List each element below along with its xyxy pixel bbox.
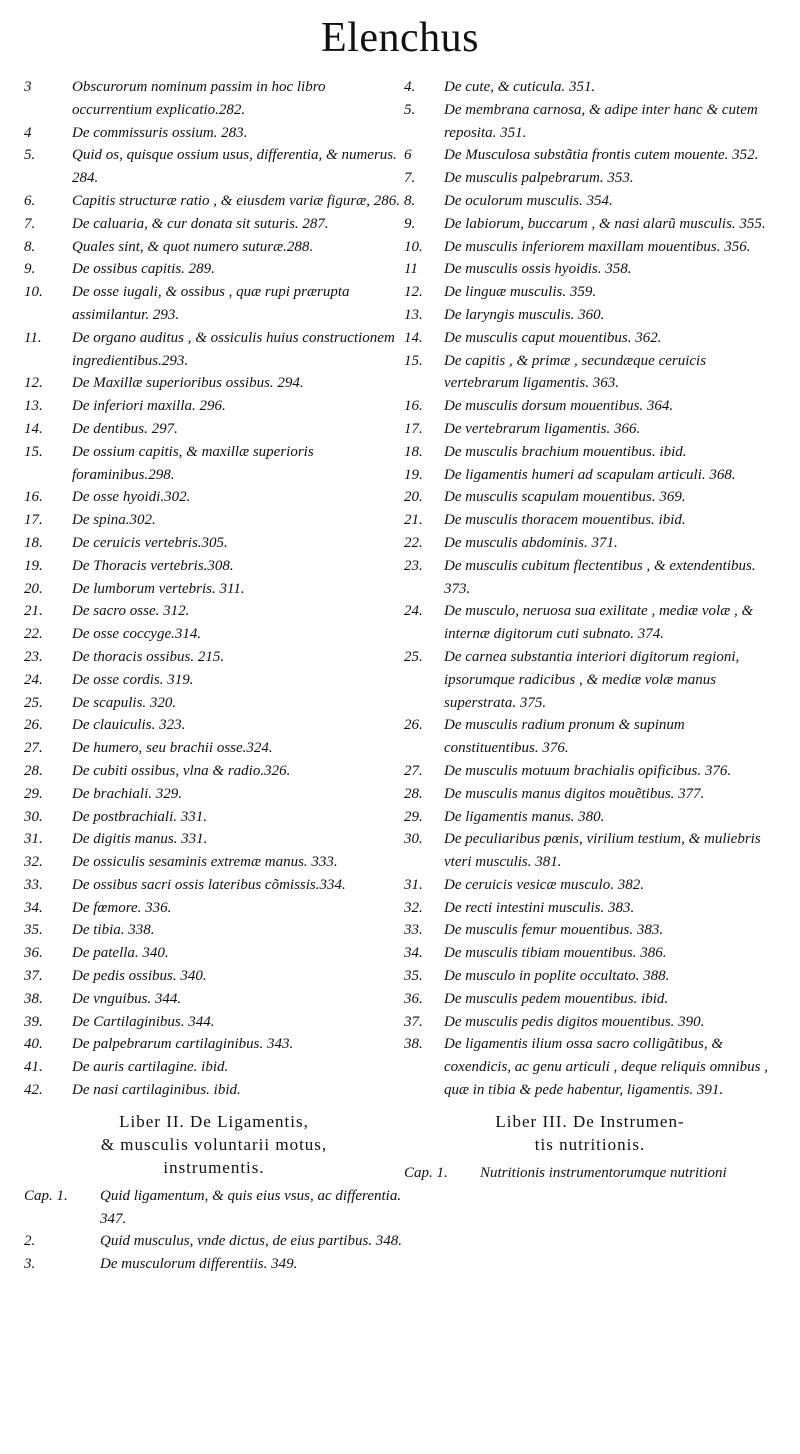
entry-text: De musculis inferiorem maxillam mouentibus. 356. (444, 238, 751, 255)
entry-number: 15. (24, 443, 43, 460)
index-entry (404, 76, 776, 99)
index-entry (404, 897, 776, 920)
book-heading-line: instrumentis. (163, 1157, 265, 1177)
entry-number: Cap. 1. (24, 1187, 68, 1204)
index-entry (24, 1033, 404, 1056)
entry-text: De sacro osse. 312. (72, 603, 190, 620)
index-entry (24, 395, 404, 418)
entry-number: 36. (404, 990, 423, 1007)
index-entry (24, 144, 404, 190)
entry-text: De musculis palpebrarum. 353. (444, 170, 634, 187)
entry-number: 26. (24, 717, 43, 734)
entry-number: 27. (24, 740, 43, 757)
entry-number: 7. (24, 215, 36, 232)
entry-text: De auris cartilagine. ibid. (72, 1059, 229, 1076)
entry-text: De oculorum musculis. 354. (444, 192, 613, 209)
entry-text: De musculis cubitum flectentibus , & extendentibus. 373. (444, 557, 756, 597)
entry-text: De linguæ musculis. 359. (444, 284, 597, 301)
book-heading-line: & musculis voluntarii motus, (100, 1134, 328, 1154)
entry-text: De labiorum, buccarum , & nasi alarũ musculis. 355. (444, 215, 766, 232)
entry-text: Quid ligamentum, & quis eius vsus, ac differentia. 347. (100, 1187, 402, 1227)
index-entry (24, 828, 404, 851)
index-entry (24, 1056, 404, 1079)
entry-text: De brachiali. 329. (72, 785, 182, 802)
entry-text: De digitis manus. 331. (72, 831, 208, 848)
entry-number: 22. (404, 534, 423, 551)
entry-number: 29. (404, 808, 423, 825)
entry-number: 35. (24, 922, 43, 939)
entry-text: Quales sint, & quot numero suturæ.288. (72, 238, 314, 255)
entry-text: De musculo in poplite occultato. 388. (444, 968, 670, 985)
entry-number: 3 (24, 79, 32, 95)
entry-text: De Musculosa substãtia frontis cutem mouente. 352. (444, 147, 759, 164)
entry-number: 19. (24, 557, 43, 574)
entry-number: 12. (404, 284, 423, 301)
entry-number: 27. (404, 762, 423, 779)
entry-text: De postbrachiali. 331. (72, 808, 207, 825)
entry-text: De organo auditus , & ossiculis huius constructionem ingredientibus.293. (72, 329, 395, 369)
entry-text: De nasi cartilaginibus. ibid. (72, 1082, 241, 1099)
index-entry (404, 760, 776, 783)
chapter-entry (24, 1185, 404, 1231)
page-title: Elenchus (321, 15, 479, 61)
entry-number: 23. (24, 648, 43, 665)
index-entry (24, 1011, 404, 1034)
book-heading-line: Liber III. De Instrumen- (495, 1111, 685, 1131)
index-entry (404, 965, 776, 988)
entry-text: De cubiti ossibus, vlna & radio.326. (72, 762, 291, 779)
index-entry (404, 486, 776, 509)
index-entry (24, 806, 404, 829)
index-entry (404, 144, 776, 167)
entry-text: De osse iugali, & ossibus , quæ rupi prærupta assimilantur. 293. (72, 284, 350, 323)
index-entry (24, 372, 404, 395)
entry-number: 31. (404, 876, 423, 893)
index-entry (404, 509, 776, 532)
left-column (24, 76, 404, 1276)
entry-text: De vertebrarum ligamentis. 366. (444, 420, 641, 437)
entry-text: De ossibus capitis. 289. (72, 261, 215, 278)
entry-number: 14. (404, 329, 423, 346)
entry-text: De ligamentis manus. 380. (444, 808, 605, 825)
index-entry (24, 509, 404, 532)
index-entry (404, 418, 776, 441)
entry-number: 9. (404, 215, 416, 232)
entry-text: De ossium capitis, & maxillæ superioris foraminibus.298. (72, 443, 314, 483)
index-entry (24, 874, 404, 897)
entry-text: De dentibus. 297. (72, 420, 178, 437)
index-entry (404, 1033, 776, 1101)
book-heading-line: tis nutritionis. (534, 1134, 646, 1154)
entry-text: De cute, & cuticula. 351. (444, 79, 596, 95)
index-entry (404, 874, 776, 897)
index-entry (24, 555, 404, 578)
entry-number: 41. (24, 1059, 43, 1076)
entry-number: 34. (404, 945, 423, 962)
entry-number: Cap. 1. (404, 1164, 448, 1181)
book-heading-2 (24, 1110, 404, 1179)
entry-text: De caluaria, & cur donata sit suturis. 287. (72, 215, 329, 232)
index-entry (24, 897, 404, 920)
index-entry (24, 1079, 404, 1102)
entry-number: 37. (404, 1013, 423, 1030)
index-entry (404, 464, 776, 487)
entry-number: 10. (404, 238, 423, 255)
entry-number: 28. (24, 762, 43, 779)
index-entry (24, 760, 404, 783)
index-entry (404, 532, 776, 555)
index-entry (24, 942, 404, 965)
entry-text: Obscurorum nominum passim in hoc libro occurrentium explicatio.282. (72, 79, 326, 118)
entry-text: De musculis brachium mouentibus. ibid. (444, 443, 687, 460)
index-entry (24, 327, 404, 373)
index-entry (24, 600, 404, 623)
entry-number: 30. (24, 808, 43, 825)
entry-number: 4. (404, 79, 416, 95)
entry-number: 31. (24, 831, 43, 848)
entry-number: 12. (24, 375, 43, 392)
entry-number: 10. (24, 284, 43, 301)
index-entry (24, 692, 404, 715)
entry-text: De Maxillæ superioribus ossibus. 294. (72, 375, 304, 392)
entry-text: De ligamentis ilium ossa sacro colligãtibus, & coxendicis, ac genu articuli , deque reliquis omnibus , quæ in tibia & pede habentur, ligamentis. 391. (444, 1036, 768, 1099)
entry-number: 19. (404, 466, 423, 483)
entry-number: 17. (404, 420, 423, 437)
entry-number: 33. (404, 922, 423, 939)
entry-number: 24. (404, 603, 423, 620)
index-entry (24, 281, 404, 327)
index-entry (24, 714, 404, 737)
entry-number: 5. (404, 101, 416, 118)
entry-text: De ceruicis vesicæ musculo. 382. (444, 876, 644, 893)
entry-text: De laryngis musculis. 360. (444, 306, 605, 323)
entry-number: 7. (404, 170, 416, 187)
right-entry-list (404, 76, 776, 1102)
entry-number: 33. (24, 876, 43, 893)
entry-number: 20. (404, 489, 423, 506)
entry-text: De Cartilaginibus. 344. (72, 1013, 215, 1030)
index-entry (24, 578, 404, 601)
entry-number: 4 (24, 124, 32, 141)
entry-text: De palpebrarum cartilaginibus. 343. (72, 1036, 294, 1053)
entry-number: 21. (404, 512, 423, 529)
index-entry (404, 646, 776, 714)
entry-text: De carnea substantia interiori digitorum regioni, ipsorumque radicibus , & mediæ volæ manus superstrata. 375. (444, 648, 740, 711)
left-chapter-list (24, 1185, 404, 1276)
entry-text: De musculis pedem mouentibus. ibid. (444, 990, 669, 1007)
entry-number: 8. (404, 192, 416, 209)
entry-text: De musculis dorsum mouentibus. 364. (444, 398, 674, 415)
entry-text: De membrana carnosa, & adipe inter hanc & cutem reposita. 351. (444, 101, 758, 141)
entry-text: De musculis manus digitos mouẽtibus. 377. (444, 785, 705, 802)
entry-number: 26. (404, 717, 423, 734)
entry-text: De musculis femur mouentibus. 383. (444, 922, 664, 939)
entry-text: De musculo, neruosa sua exilitate , mediæ volæ , & internæ digitorum cuti subnato. 374. (444, 603, 754, 643)
entry-text: De thoracis ossibus. 215. (72, 648, 225, 665)
index-entry (404, 714, 776, 760)
index-entry (404, 942, 776, 965)
entry-text: De ligamentis humeri ad scapulam articuli. 368. (444, 466, 736, 483)
entry-number: 38. (24, 990, 43, 1007)
chapter-entry (24, 1253, 404, 1276)
index-entry (404, 258, 776, 281)
entry-number: 23. (404, 557, 423, 574)
entry-number: 5. (24, 147, 36, 164)
index-entry (404, 783, 776, 806)
index-entry (404, 190, 776, 213)
entry-text: De musculis caput mouentibus. 362. (444, 329, 662, 346)
index-entry (404, 441, 776, 464)
index-entry (404, 600, 776, 646)
index-entry (404, 919, 776, 942)
entry-number: 39. (24, 1013, 43, 1030)
entry-text: De Thoracis vertebris.308. (72, 557, 234, 574)
index-entry (24, 486, 404, 509)
entry-number: 15. (404, 352, 423, 369)
entry-number: 30. (404, 831, 423, 848)
entry-text: De lumborum vertebris. 311. (72, 580, 245, 597)
index-entry (404, 395, 776, 418)
entry-number: 21. (24, 603, 43, 620)
entry-text: De ceruicis vertebris.305. (72, 534, 228, 551)
index-entry (24, 258, 404, 281)
right-chapter-list (404, 1162, 776, 1185)
entry-number: 24. (24, 671, 43, 688)
entry-number: 22. (24, 626, 43, 643)
entry-text: De musculis motuum brachialis opificibus. 376. (444, 762, 732, 779)
entry-number: 25. (24, 694, 43, 711)
entry-number: 18. (24, 534, 43, 551)
index-entry (24, 646, 404, 669)
entry-number: 11 (404, 261, 418, 278)
entry-number: 2. (24, 1233, 36, 1250)
entry-text: De pedis ossibus. 340. (72, 968, 207, 985)
entry-text: De clauiculis. 323. (72, 717, 186, 734)
index-entry (404, 988, 776, 1011)
index-entry (404, 806, 776, 829)
entry-number: 42. (24, 1082, 43, 1099)
entry-number: 13. (404, 306, 423, 323)
index-entry (24, 965, 404, 988)
entry-text: De tibia. 338. (72, 922, 155, 939)
entry-text: Quid musculus, vnde dictus, de eius partibus. 348. (100, 1233, 403, 1250)
entry-number: 13. (24, 398, 43, 415)
entry-text: De commissuris ossium. 283. (72, 124, 248, 141)
entry-text: De osse cordis. 319. (72, 671, 194, 688)
entry-number: 8. (24, 238, 36, 255)
entry-number: 34. (24, 899, 43, 916)
index-entry (404, 327, 776, 350)
entry-text: De ossibus sacri ossis lateribus cõmissis.334. (72, 876, 346, 893)
entry-text: Quid os, quisque ossium usus, differentia, & numerus. 284. (72, 147, 397, 187)
entry-number: 6 (404, 147, 412, 164)
entry-number: 25. (404, 648, 423, 665)
entry-text: Capitis structuræ ratio , & eiusdem variæ figuræ, 286. (72, 192, 400, 209)
chapter-entry (24, 1230, 404, 1253)
entry-text: De humero, seu brachii osse.324. (72, 740, 273, 757)
entry-number: 14. (24, 420, 43, 437)
entry-number: 32. (404, 899, 423, 916)
entry-text: De inferiori maxilla. 296. (72, 398, 226, 415)
index-entry (24, 669, 404, 692)
chapter-entry (404, 1162, 776, 1185)
entry-number: 37. (24, 968, 43, 985)
entry-number: 11. (24, 329, 42, 346)
index-entry (404, 1011, 776, 1034)
left-entry-list (24, 76, 404, 1102)
entry-number: 16. (24, 489, 43, 506)
entry-text: De musculis ossis hyoidis. 358. (444, 261, 632, 278)
entry-text: De musculis tibiam mouentibus. 386. (444, 945, 667, 962)
index-entry (404, 350, 776, 396)
entry-number: 18. (404, 443, 423, 460)
index-entry (24, 76, 404, 122)
entry-text: De spina.302. (72, 512, 156, 529)
entry-text: De musculis radium pronum & supinum constituentibus. 376. (444, 717, 685, 757)
entry-text: Nutritionis instrumentorumque nutritioni (480, 1164, 727, 1181)
index-entry (24, 783, 404, 806)
book-heading-line: Liber II. De Ligamentis, (119, 1111, 309, 1131)
entry-text: De recti intestini musculis. 383. (444, 899, 635, 916)
index-entry (404, 213, 776, 236)
entry-text: De musculis pedis digitos mouentibus. 390. (444, 1013, 705, 1030)
entry-text: De musculis scapulam mouentibus. 369. (444, 489, 686, 506)
entry-text: De fœmore. 336. (72, 899, 172, 916)
entry-text: De musculis abdominis. 371. (444, 534, 618, 551)
entry-number: 32. (24, 854, 43, 871)
entry-text: De peculiaribus pœnis, virilium testium, & muliebris vteri musculis. 381. (444, 831, 761, 871)
entry-number: 9. (24, 261, 36, 278)
index-entry (24, 851, 404, 874)
index-entry (24, 919, 404, 942)
index-entry (24, 213, 404, 236)
index-entry (404, 555, 776, 601)
index-entry (404, 167, 776, 190)
index-entry (24, 418, 404, 441)
entry-number: 28. (404, 785, 423, 802)
right-column (404, 76, 776, 1185)
index-entry (404, 304, 776, 327)
index-entry (404, 99, 776, 145)
entry-text: De scapulis. 320. (72, 694, 177, 711)
entry-text: De vnguibus. 344. (72, 990, 182, 1007)
entry-text: De patella. 340. (72, 945, 169, 962)
entry-number: 17. (24, 512, 43, 529)
entry-number: 16. (404, 398, 423, 415)
index-entry (24, 623, 404, 646)
index-entry (24, 441, 404, 487)
index-entry (404, 828, 776, 874)
index-entry (24, 988, 404, 1011)
entry-text: De musculorum differentiis. 349. (100, 1256, 298, 1273)
entry-number: 6. (24, 192, 36, 209)
entry-text: De osse hyoidi.302. (72, 489, 191, 506)
entry-text: De capitis , & primæ , secundæque ceruicis vertebrarum ligamentis. 363. (444, 352, 707, 392)
entry-number: 20. (24, 580, 43, 597)
index-entry (24, 236, 404, 259)
entry-number: 36. (24, 945, 43, 962)
index-entry (24, 190, 404, 213)
entry-number: 29. (24, 785, 43, 802)
index-entry (24, 737, 404, 760)
index-entry (404, 236, 776, 259)
entry-number: 40. (24, 1036, 43, 1053)
entry-number: 38. (404, 1036, 423, 1053)
entry-number: 35. (404, 968, 423, 985)
book-heading-3 (404, 1110, 776, 1156)
entry-text: De osse coccyge.314. (72, 626, 202, 643)
entry-number: 3. (24, 1256, 36, 1273)
index-entry (24, 532, 404, 555)
entry-text: De musculis thoracem mouentibus. ibid. (444, 512, 686, 529)
index-entry (404, 281, 776, 304)
index-entry (24, 122, 404, 145)
entry-text: De ossiculis sesaminis extremæ manus. 333. (72, 854, 338, 871)
